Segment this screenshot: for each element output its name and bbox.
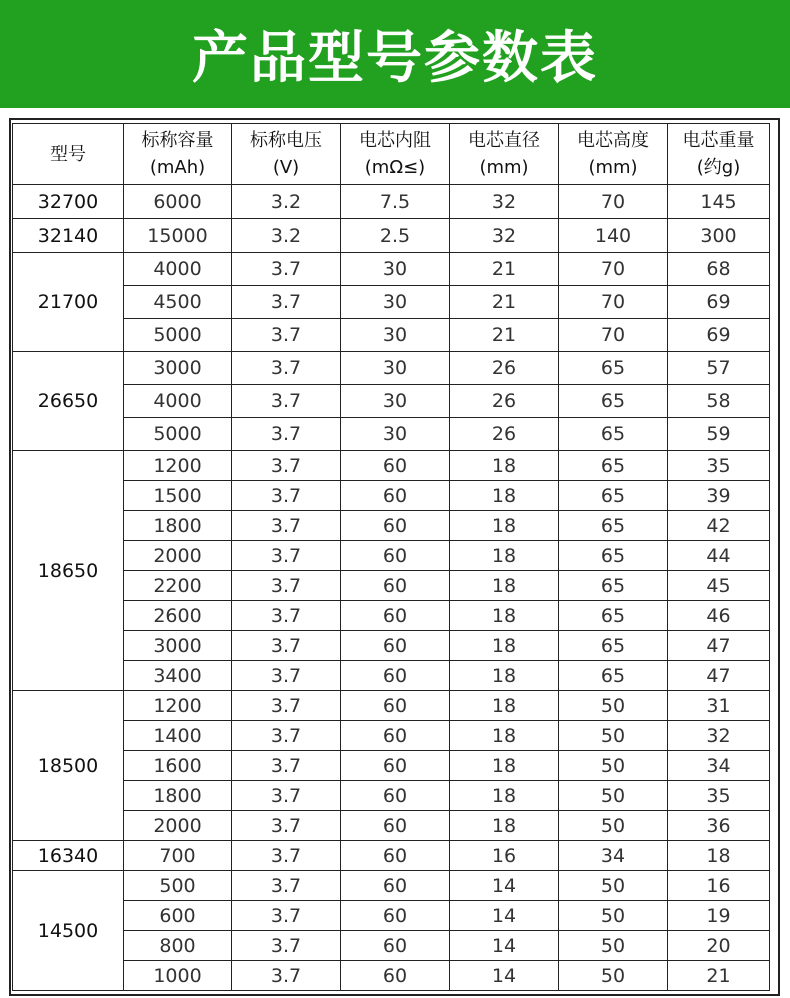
table-cell: 14: [450, 931, 559, 961]
table-cell: 18: [450, 511, 559, 541]
table-cell: 60: [341, 751, 450, 781]
table-cell: 3.7: [232, 781, 341, 811]
header-cell: 电芯直径 (mm): [450, 124, 559, 185]
model-cell: 18500: [13, 691, 124, 841]
table-row: [13, 511, 770, 541]
table-cell: 3.7: [232, 418, 341, 451]
table-row: [13, 451, 770, 481]
table-cell: 3.7: [232, 961, 341, 991]
table-cell: 1500: [124, 481, 232, 511]
table-cell: 14: [450, 901, 559, 931]
table-cell: 35: [668, 781, 770, 811]
table-cell: 21: [450, 286, 559, 319]
table-cell: 3.7: [232, 511, 341, 541]
table-cell: 1200: [124, 691, 232, 721]
table-cell: 16: [450, 841, 559, 871]
table-cell: 5000: [124, 418, 232, 451]
table-cell: 2000: [124, 541, 232, 571]
table-cell: 60: [341, 631, 450, 661]
table-row: [13, 385, 770, 418]
table-cell: 70: [559, 319, 668, 352]
table-cell: 42: [668, 511, 770, 541]
content-panel: [0, 108, 790, 998]
table-cell: 60: [341, 721, 450, 751]
table-cell: 18: [450, 721, 559, 751]
table-cell: 50: [559, 781, 668, 811]
model-cell: 14500: [13, 871, 124, 991]
table-cell: 30: [341, 319, 450, 352]
spec-table: [12, 123, 770, 991]
table-cell: 140: [559, 219, 668, 253]
table-cell: 65: [559, 601, 668, 631]
table-cell: 58: [668, 385, 770, 418]
table-cell: 20: [668, 931, 770, 961]
table-cell: 3.7: [232, 253, 341, 286]
table-cell: 3.7: [232, 721, 341, 751]
table-cell: 21: [668, 961, 770, 991]
table-cell: 50: [559, 931, 668, 961]
table-cell: 46: [668, 601, 770, 631]
table-cell: 18: [450, 811, 559, 841]
table-cell: 5000: [124, 319, 232, 352]
table-cell: 60: [341, 601, 450, 631]
table-cell: 18: [450, 661, 559, 691]
table-row: [13, 931, 770, 961]
table-row: [13, 286, 770, 319]
header-cell: 电芯内阻 (mΩ≤): [341, 124, 450, 185]
table-cell: 50: [559, 961, 668, 991]
table-row: [13, 691, 770, 721]
table-cell: 3400: [124, 661, 232, 691]
table-cell: 60: [341, 511, 450, 541]
table-row: [13, 571, 770, 601]
header-cell: 标称电压 (V): [232, 124, 341, 185]
table-cell: 4500: [124, 286, 232, 319]
table-cell: 60: [341, 961, 450, 991]
table-cell: 3.7: [232, 811, 341, 841]
table-cell: 800: [124, 931, 232, 961]
table-cell: 30: [341, 385, 450, 418]
table-cell: 3.7: [232, 451, 341, 481]
model-cell: 32700: [13, 185, 124, 219]
table-row: [13, 541, 770, 571]
table-cell: 47: [668, 661, 770, 691]
table-cell: 50: [559, 691, 668, 721]
table-row: [13, 601, 770, 631]
table-cell: 18: [450, 631, 559, 661]
table-row: [13, 481, 770, 511]
table-cell: 65: [559, 661, 668, 691]
table-cell: 50: [559, 751, 668, 781]
table-cell: 60: [341, 841, 450, 871]
table-cell: 3.7: [232, 481, 341, 511]
table-cell: 44: [668, 541, 770, 571]
table-cell: 50: [559, 721, 668, 751]
table-cell: 19: [668, 901, 770, 931]
table-cell: 1400: [124, 721, 232, 751]
table-row: [13, 631, 770, 661]
table-cell: 60: [341, 901, 450, 931]
header-cell: 电芯重量 (约g): [668, 124, 770, 185]
table-row: [13, 961, 770, 991]
table-row: [13, 751, 770, 781]
table-row: [13, 319, 770, 352]
model-cell: 18650: [13, 451, 124, 691]
table-cell: 69: [668, 319, 770, 352]
table-cell: 65: [559, 418, 668, 451]
table-cell: 59: [668, 418, 770, 451]
table-cell: 31: [668, 691, 770, 721]
table-cell: 16: [668, 871, 770, 901]
table-cell: 18: [450, 601, 559, 631]
table-cell: 65: [559, 451, 668, 481]
table-cell: 3.7: [232, 901, 341, 931]
table-cell: 60: [341, 541, 450, 571]
table-cell: 47: [668, 631, 770, 661]
table-cell: 4000: [124, 385, 232, 418]
table-cell: 70: [559, 286, 668, 319]
table-cell: 3.7: [232, 841, 341, 871]
table-cell: 30: [341, 418, 450, 451]
table-cell: 18: [450, 451, 559, 481]
table-cell: 18: [450, 751, 559, 781]
table-cell: 32: [450, 185, 559, 219]
table-cell: 60: [341, 571, 450, 601]
table-row: [13, 811, 770, 841]
table-cell: 21: [450, 253, 559, 286]
table-cell: 60: [341, 811, 450, 841]
table-cell: 3.7: [232, 541, 341, 571]
table-cell: 15000: [124, 219, 232, 253]
table-cell: 3.7: [232, 661, 341, 691]
table-cell: 3.7: [232, 871, 341, 901]
table-cell: 3.7: [232, 352, 341, 385]
table-cell: 60: [341, 481, 450, 511]
table-cell: 68: [668, 253, 770, 286]
table-body: [13, 185, 770, 991]
table-cell: 3.7: [232, 571, 341, 601]
table-cell: 60: [341, 451, 450, 481]
table-cell: 60: [341, 691, 450, 721]
model-cell: 21700: [13, 253, 124, 352]
table-cell: 3.7: [232, 385, 341, 418]
table-cell: 60: [341, 871, 450, 901]
table-cell: 39: [668, 481, 770, 511]
table-row: [13, 721, 770, 751]
table-row: [13, 781, 770, 811]
table-cell: 70: [559, 185, 668, 219]
table-cell: 3.7: [232, 631, 341, 661]
table-cell: 60: [341, 781, 450, 811]
table-cell: 18: [450, 781, 559, 811]
table-cell: 18: [450, 481, 559, 511]
table-cell: 3.2: [232, 185, 341, 219]
table-cell: 65: [559, 352, 668, 385]
table-row: [13, 871, 770, 901]
table-cell: 50: [559, 871, 668, 901]
table-cell: 60: [341, 931, 450, 961]
title-banner: [0, 0, 790, 108]
table-cell: 3.7: [232, 286, 341, 319]
table-cell: 32: [668, 721, 770, 751]
table-row: [13, 219, 770, 253]
table-cell: 18: [668, 841, 770, 871]
table-cell: 2200: [124, 571, 232, 601]
table-cell: 65: [559, 631, 668, 661]
table-cell: 18: [450, 691, 559, 721]
model-cell: 26650: [13, 352, 124, 451]
table-cell: 36: [668, 811, 770, 841]
table-row: [13, 661, 770, 691]
table-cell: 60: [341, 661, 450, 691]
table-row: [13, 901, 770, 931]
table-cell: 14: [450, 961, 559, 991]
table-cell: 50: [559, 811, 668, 841]
table-row: [13, 841, 770, 871]
table-cell: 3.7: [232, 751, 341, 781]
table-cell: 2000: [124, 811, 232, 841]
table-cell: 3000: [124, 352, 232, 385]
table-cell: 2600: [124, 601, 232, 631]
header-cell: 型号: [13, 124, 124, 185]
table-row: [13, 352, 770, 385]
page-title: 产品型号参数表: [192, 26, 598, 91]
table-cell: 1200: [124, 451, 232, 481]
table-cell: 26: [450, 418, 559, 451]
table-cell: 65: [559, 571, 668, 601]
table-cell: 18: [450, 571, 559, 601]
table-cell: 1800: [124, 511, 232, 541]
table-cell: 3.7: [232, 601, 341, 631]
table-cell: 65: [559, 385, 668, 418]
table-cell: 3.7: [232, 319, 341, 352]
table-cell: 14: [450, 871, 559, 901]
table-cell: 1600: [124, 751, 232, 781]
table-row: [13, 418, 770, 451]
table-row: [13, 253, 770, 286]
table-cell: 30: [341, 352, 450, 385]
header-row: [13, 124, 770, 185]
table-cell: 35: [668, 451, 770, 481]
table-cell: 500: [124, 871, 232, 901]
table-cell: 1000: [124, 961, 232, 991]
table-cell: 700: [124, 841, 232, 871]
table-row: [13, 185, 770, 219]
model-cell: 16340: [13, 841, 124, 871]
table-cell: 4000: [124, 253, 232, 286]
table-cell: 65: [559, 511, 668, 541]
table-cell: 3.2: [232, 219, 341, 253]
table-cell: 65: [559, 541, 668, 571]
table-cell: 1800: [124, 781, 232, 811]
table-cell: 145: [668, 185, 770, 219]
header-cell: 电芯高度 (mm): [559, 124, 668, 185]
table-cell: 18: [450, 541, 559, 571]
table-cell: 30: [341, 253, 450, 286]
table-cell: 7.5: [341, 185, 450, 219]
table-cell: 3.7: [232, 931, 341, 961]
table-cell: 26: [450, 385, 559, 418]
model-cell: 32140: [13, 219, 124, 253]
table-cell: 300: [668, 219, 770, 253]
table-cell: 3000: [124, 631, 232, 661]
header-cell: 标称容量 (mAh): [124, 124, 232, 185]
table-cell: 21: [450, 319, 559, 352]
table-cell: 600: [124, 901, 232, 931]
table-cell: 34: [668, 751, 770, 781]
table-cell: 57: [668, 352, 770, 385]
table-cell: 6000: [124, 185, 232, 219]
table-cell: 50: [559, 901, 668, 931]
table-cell: 32: [450, 219, 559, 253]
table-cell: 3.7: [232, 691, 341, 721]
table-cell: 70: [559, 253, 668, 286]
table-cell: 45: [668, 571, 770, 601]
table-cell: 34: [559, 841, 668, 871]
table-cell: 2.5: [341, 219, 450, 253]
table-cell: 30: [341, 286, 450, 319]
table-cell: 26: [450, 352, 559, 385]
table-cell: 65: [559, 481, 668, 511]
table-cell: 69: [668, 286, 770, 319]
